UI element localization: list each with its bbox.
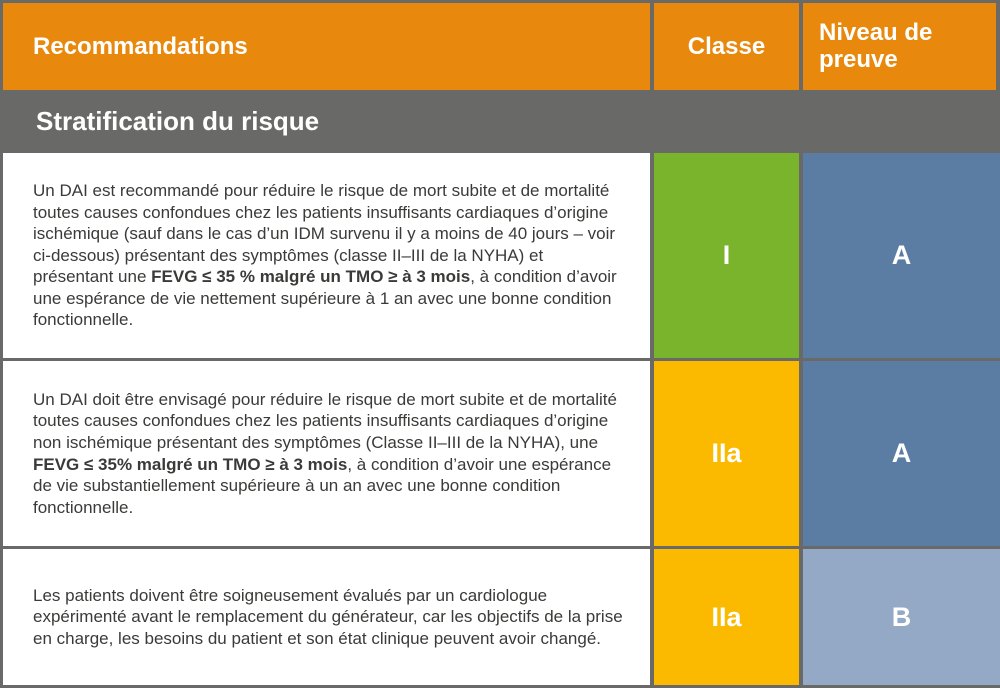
classe-cell-3: [654, 549, 799, 685]
niveau-value-2: A: [891, 438, 912, 468]
header-classe: [654, 3, 799, 90]
classe-cell-1: [654, 153, 799, 358]
niveau-value-1: A: [891, 240, 912, 270]
classe-value-1: I: [722, 240, 731, 270]
niveau-value-3: B: [891, 601, 912, 632]
header-classe-label: Classe: [687, 32, 766, 60]
recommendation-text-1: Un DAI est recommandé pour réduire le risque de mort subite et de mortalité toutes causes confondues chez les patients insuffisants cardiaques d’origine ischémique (sauf dans le cas d’un IDM survenu il y a moins de 40 jours – voir ci-dessous) présentant des symptômes (classe II–III de la NYHA) et présentant une FEVG ≤ 35 % malgré un TMO ≥ à 3 mois, à condition d’avoir une espérance de vie nettement supérieure à 1 an avec une bonne condition fonctionnelle.: [33, 180, 617, 330]
recommendation-text-2: Un DAI doit être envisagé pour réduire le risque de mort subite et de mortalité toutes causes confondues chez les patients insuffisants cardiaques d’origine non ischémique présentant des symptômes (Classe II–III de la NYHA), une FEVG ≤ 35% malgré un TMO ≥ à 3 mois, à condition d’avoir une espérance de vie substantiellement supérieure à un an avec une bonne condition fonctionnelle.: [33, 389, 617, 517]
niveau-cell-3: [803, 549, 1000, 685]
section-title: Stratification du risque: [36, 106, 320, 136]
classe-value-3: IIa: [711, 601, 742, 632]
classe-cell-2: [654, 361, 799, 546]
header-niveau-label: Niveau de preuve: [819, 18, 933, 73]
table-row-3: [3, 549, 1000, 685]
recommendation-text-cell-2: [3, 361, 650, 546]
header-niveau-de-preuve: [803, 3, 996, 90]
table-row-2: [3, 361, 1000, 546]
recommendation-text-cell-3: [3, 549, 650, 685]
header-recommendations: [3, 3, 650, 90]
header-recommendations-label: Recommandations: [33, 32, 248, 60]
classe-value-2: IIa: [711, 438, 742, 468]
section-title-band: [3, 93, 1000, 150]
table-header-row: [3, 3, 996, 90]
recommendation-text-cell-1: [3, 153, 650, 358]
niveau-cell-1: [803, 153, 1000, 358]
recommendation-text-3: Les patients doivent être soigneusement évalués par un cardiologue expérimenté avant le remplacement du générateur, car les objectifs de la prise en charge, les besoins du patient et son état clinique peuvent avoir changé.: [33, 585, 623, 648]
niveau-cell-2: [803, 361, 1000, 546]
table-row-1: [3, 153, 1000, 358]
